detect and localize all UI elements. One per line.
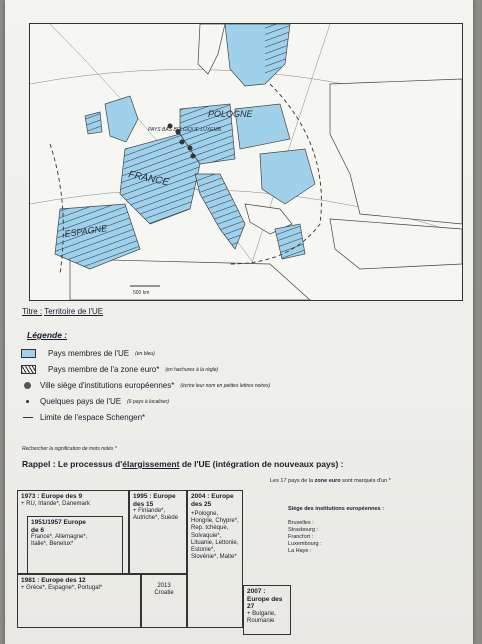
legend-item-eu-members: Pays membres de l'UE (en bleu) <box>21 349 155 358</box>
box-1995: 1995 : Europe des 15 + Finlande*, Autriche*, Suède <box>129 490 187 574</box>
instruction-note: Rechercher la signification de mots notés * <box>22 446 117 452</box>
rappel-heading: Rappel : Le processus d'élargissement de l'UE (intégration de nouveaux pays) : <box>22 459 344 469</box>
label-espagne: ESPAGNE <box>63 223 108 239</box>
box-2004: 2004 : Europe des 25 +Pologne, Hongrie, Chypre*, Rep. tchèque, Solvaquie*, Lituanie, Lettonie, Estonie*, Slovénie*, Malte* <box>187 490 243 628</box>
russia-shape <box>330 79 462 224</box>
city-item: Strasbourg : <box>288 527 318 533</box>
city-dot-icon <box>24 382 31 389</box>
box-2013: 2013 Croatie <box>141 574 187 628</box>
legend-item-schengen: Limite de l'espace Schengen* <box>21 413 145 422</box>
turkey-shape <box>330 219 462 269</box>
small-dot-icon <box>26 400 29 403</box>
box-2007: 2007 : Europe des 27 + Bulgarie, Roumanie <box>243 585 291 635</box>
norway-shape <box>198 24 225 74</box>
city-dot <box>191 154 196 159</box>
city-item: Francfort : <box>288 534 314 540</box>
scale-label: 500 km <box>133 290 150 296</box>
romania-region-shape <box>260 149 315 204</box>
city-dot <box>188 146 193 151</box>
city-item: La Haye : <box>288 548 312 554</box>
label-benelux: PAYS BAS BELGIQUE LUXEMB. <box>148 127 223 133</box>
box-1951: 1951/1957 Europe de 6 France*, Allemagne*, Italie*, Benelux* <box>27 516 123 574</box>
legend-item-eurozone: Pays membre de l'a zone euro* (en hachures à la règle) <box>21 365 218 374</box>
schengen-line-icon <box>23 417 33 418</box>
legend-item-cities: Ville siège d'institutions européennes* (écrire leur nom en petites lettres noires) <box>21 381 270 390</box>
europe-map <box>29 23 463 301</box>
city-item: Luxembourg : <box>288 541 322 547</box>
box-1981: 1981 : Europe des 12 + Grèce*, Espagne*, Portugal* <box>17 574 141 628</box>
worksheet-page <box>5 0 473 644</box>
sieges-title: Siège des institutions européennes : <box>288 506 384 512</box>
box-1973: 1973 : Europe des 9 + RU, Irlande*, Danemark <box>17 490 129 574</box>
city-list <box>288 520 322 555</box>
city-item: Bruxelles : <box>288 520 314 526</box>
legend-title: Légende : <box>27 330 68 340</box>
europe-map-svg <box>30 24 462 300</box>
legend-item-countries: Quelques pays de l'UE (6 pays à localiser) <box>21 397 169 406</box>
city-dot <box>180 140 185 145</box>
title-value: Territoire de l'UE <box>44 307 104 316</box>
map-title <box>22 307 103 316</box>
africa-shape <box>70 259 310 300</box>
blue-swatch-icon <box>21 349 36 358</box>
label-pologne: POLOGNE <box>208 109 253 119</box>
label-france: FRANCE <box>127 169 170 189</box>
hatch-swatch-icon <box>21 365 36 374</box>
uk-shape <box>105 96 138 142</box>
title-label: Titre : <box>22 307 43 316</box>
euro-zone-note: Les 17 pays de la zone euro sont marqués d'un * <box>270 478 391 484</box>
